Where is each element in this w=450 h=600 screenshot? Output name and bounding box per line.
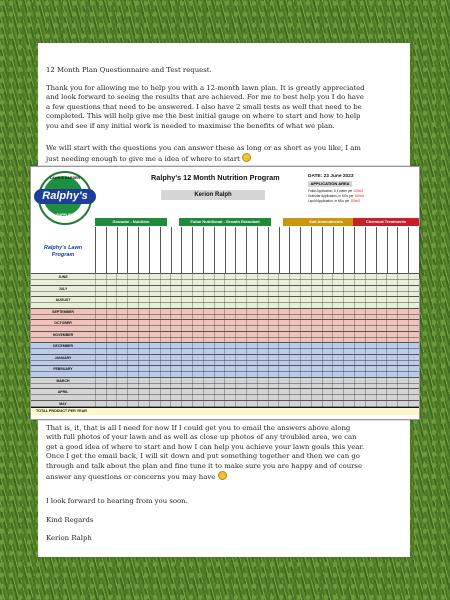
total-row: TOTAL PRODUCT PER YEAR [31, 407, 419, 415]
smiley-icon [218, 471, 227, 480]
month-label: APRIL [57, 390, 69, 394]
lawn-program-label: Ralphy's Lawn Program [43, 245, 83, 258]
month-label: OCTOBER [54, 321, 72, 325]
letter-closing: I look forward to hearing from you soon. [46, 497, 188, 505]
letter-signature: Kerion Ralph [46, 534, 92, 542]
application-notes: Foliar Application, 5 l/ water per 100m2 Granular Application, in KGs per 100m2 Liquid Application, in MLs per 100m2 [308, 189, 365, 203]
product-columns [95, 227, 419, 279]
month-rows [31, 273, 419, 411]
month-row [31, 365, 419, 377]
month-row [31, 377, 419, 389]
month-label: JANUARY [54, 355, 72, 360]
category-foliar: Foliar Nutritional - Growth Retardant [179, 218, 271, 226]
smiley-icon [242, 153, 251, 162]
month-row [31, 308, 419, 320]
month-row [31, 296, 419, 308]
category-soil: Soil Amendments [283, 218, 369, 226]
letter-paragraph-3: That is, it, that is all I need for now If I could get you to email the answers above along with full photos of your lawn and as well as close up photos of any troubled area, we can get a good idea of where to start and how I can help you achieve your lawn goals this year. Once I get the email back, I will sit down and put something together and then we can go through and talk about the plan and fine tune it to make sure you are happy and of course answer any questions or concerns you may have [46, 424, 365, 482]
month-label: NOVEMBER [52, 332, 74, 337]
month-label: SEPTEMBER [52, 309, 74, 314]
month-row [31, 342, 419, 354]
application-area-label: APPLICATION AREA [308, 181, 352, 187]
letter-paragraph-2: We will start with the questions you can answer these as long or as short as you like, I am just needing enough to give me a idea of where to start [46, 144, 361, 164]
month-label: MARCH [56, 378, 70, 383]
ralphys-logo: LAWN & GARDEN Ralphy's SUPPLIES [38, 171, 92, 225]
nutrition-program-sheet [30, 166, 420, 420]
month-row [31, 273, 419, 285]
month-row [31, 285, 419, 297]
letter-paragraph-1: Thank you for allowing me to help you with a 12-month lawn plan. It is greatly appreciated and look forward to seeing the results that are achieved. For me to best help you I do have a few questions that need to be answered. I also have 2 small tests as well that need to be completed. This will help give me the best initial gauge on where to start and how to help you and see if any initial work is needed to maximise the benefits of what we plan. [46, 84, 365, 130]
month-label: JULY [58, 286, 68, 291]
month-label: MAY [59, 401, 67, 406]
month-label: DECEMBER [52, 344, 74, 348]
letter-regards: Kind Regards [46, 516, 94, 524]
month-row [31, 319, 419, 331]
month-row [31, 388, 419, 400]
category-chemical: Chemical Treatments [353, 218, 419, 226]
month-label: AUGUST [55, 298, 71, 302]
letter-heading: 12 Month Plan Questionnaire and Test request. [46, 66, 212, 74]
month-row [31, 331, 419, 343]
month-row [31, 354, 419, 366]
category-granular: Granular - Nutrition [95, 218, 167, 226]
month-label: FEBRUARY [53, 367, 73, 371]
program-title: Ralphy's 12 Month Nutrition Program [151, 173, 280, 182]
customer-name: Kerion Ralph [161, 190, 265, 200]
date-label: DATE: 23 June 2023 [308, 174, 354, 179]
month-label: JUNE [58, 275, 68, 279]
